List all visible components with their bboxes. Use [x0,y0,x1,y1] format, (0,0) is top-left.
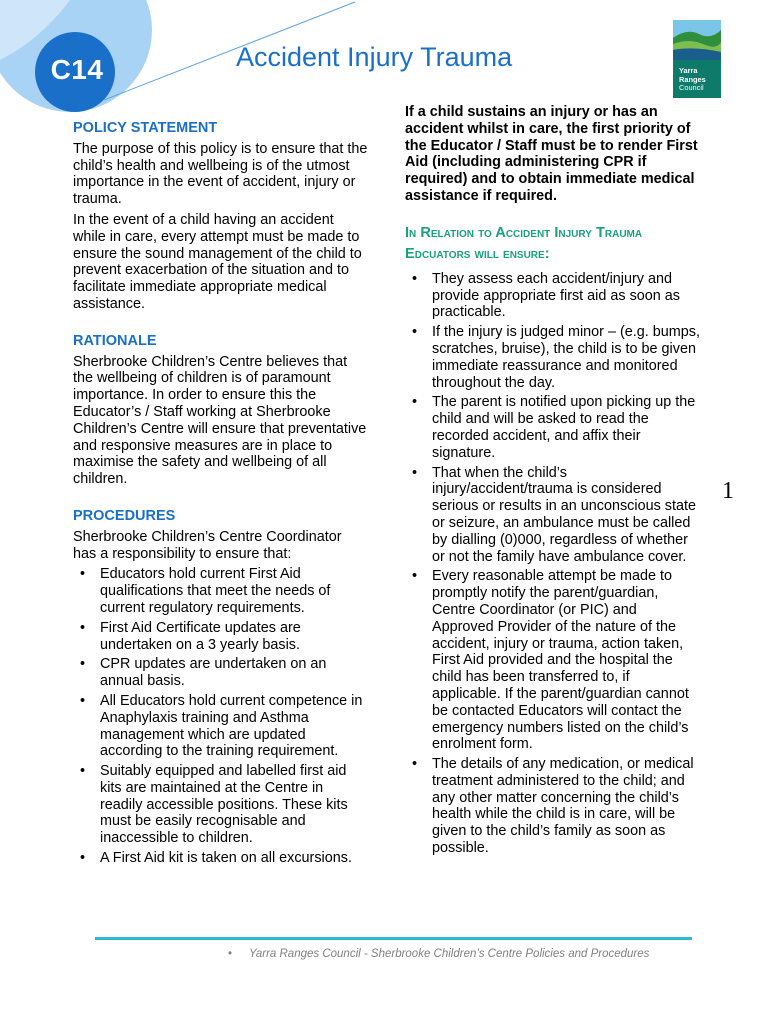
rationale-paragraph: Sherbrooke Children’s Centre believes that the wellbeing of children is of paramount importance. In order to ensure this the Educator’s / Staff working at Sherbrooke Children’s Centre will ensure that preventative and responsive measures are in place to maximise the safety and wellbeing of all children. [73,353,367,488]
list-item: • All Educators hold current competence in Anaphylaxis training and Asthma management which are updated according to the training requirement. [73,693,368,760]
list-item: • Suitably equipped and labelled first aid kits are maintained at the Centre in readily accessible positions. These kits must be easily recognisable and inaccessible to children. [73,763,368,847]
policy-paragraph-2: In the event of a child having an accident while in care, every attempt must be made to ensure the sound management of the child to prevent exacerbation of the situation and to facilitate immediate appropriate medical assistance. [73,211,362,312]
policy-paragraph-1: The purpose of this policy is to ensure that the child’s health and wellbeing is of the utmost importance in the event of accident, injury or trauma. [73,140,368,208]
procedures-heading: PROCEDURES [73,507,176,524]
logo-line-1: Yarra [679,66,698,75]
first-aid-priority-statement: If a child sustains an injury or has an accident whilst in care, the first priority of the Educator / Staff must be to render First Aid (including administering CPR if required) and to obtain immediate medical assistance if required. [405,104,698,204]
left-column [73,120,368,870]
list-item: • First Aid Certificate updates are undertaken on a 3 yearly basis. [73,620,368,654]
page-number: 1 [722,478,734,504]
procedures-paragraph: Sherbrooke Children’s Centre Coordinator has a responsibility to ensure that: [73,528,342,562]
footer-text: Yarra Ranges Council - Sherbrooke Children’s Centre Policies and Procedures [249,948,650,960]
right-column [405,104,700,860]
list-item: • They assess each accident/injury and provide appropriate first aid as soon as practicable. [405,271,700,321]
logo-line-2: Ranges [679,74,706,84]
educators-heading [405,223,700,265]
list-item: • Every reasonable attempt be made to promptly notify the parent/guardian, Centre Coordinator (or PIC) and Approved Provider of the nature of the accident, injury or trauma, action taken, First Aid provided and the hospital the child has been transferred to, if applicable. If the parent/guardian cannot be contacted Educators will contact the emergency numbers listed on the child’s enrolment form. [405,568,700,753]
page-title: Accident Injury Trauma [236,42,513,72]
list-item: • A First Aid kit is taken on all excursions. [73,850,368,867]
educators-list [405,271,700,857]
procedures-list [73,566,368,867]
footer [228,948,649,960]
list-item: • The details of any medication, or medical treatment administered to the child; and any other matter concerning the child’s health while the child is in care, will be given to the child’s family as soon as possible. [405,756,700,857]
list-item: • The parent is notified upon picking up the child and will be asked to read the recorded accident, and affix their signature. [405,394,700,461]
list-item: • If the injury is judged minor – (e.g. bumps, scratches, bruise), the child is to be given immediate reassurance and monitored throughout the day. [405,324,700,391]
rationale-heading: RATIONALE [73,332,157,349]
list-item: • Educators hold current First Aid qualifications that meet the needs of current regulatory requirements. [73,566,368,616]
footer-bullet: • [228,948,233,960]
logo-line-3: Council [679,83,704,92]
footer-divider [95,937,692,940]
educators-heading-line-2: Edcuators will ensure: [405,245,550,262]
list-item: • CPR updates are undertaken on an annual basis. [73,656,368,690]
policy-statement-heading: POLICY STATEMENT [73,120,218,136]
policy-code: C14 [50,54,104,85]
council-logo [673,20,721,98]
list-item: • That when the child’s injury/accident/trauma is considered serious or results in an unconscious state or seizure, an ambulance must be called by dialling (0)000, regardless of whether or not the family have ambulance cover. [405,465,700,566]
educators-heading-line-1: In Relation to Accident Injury Trauma [405,224,643,241]
